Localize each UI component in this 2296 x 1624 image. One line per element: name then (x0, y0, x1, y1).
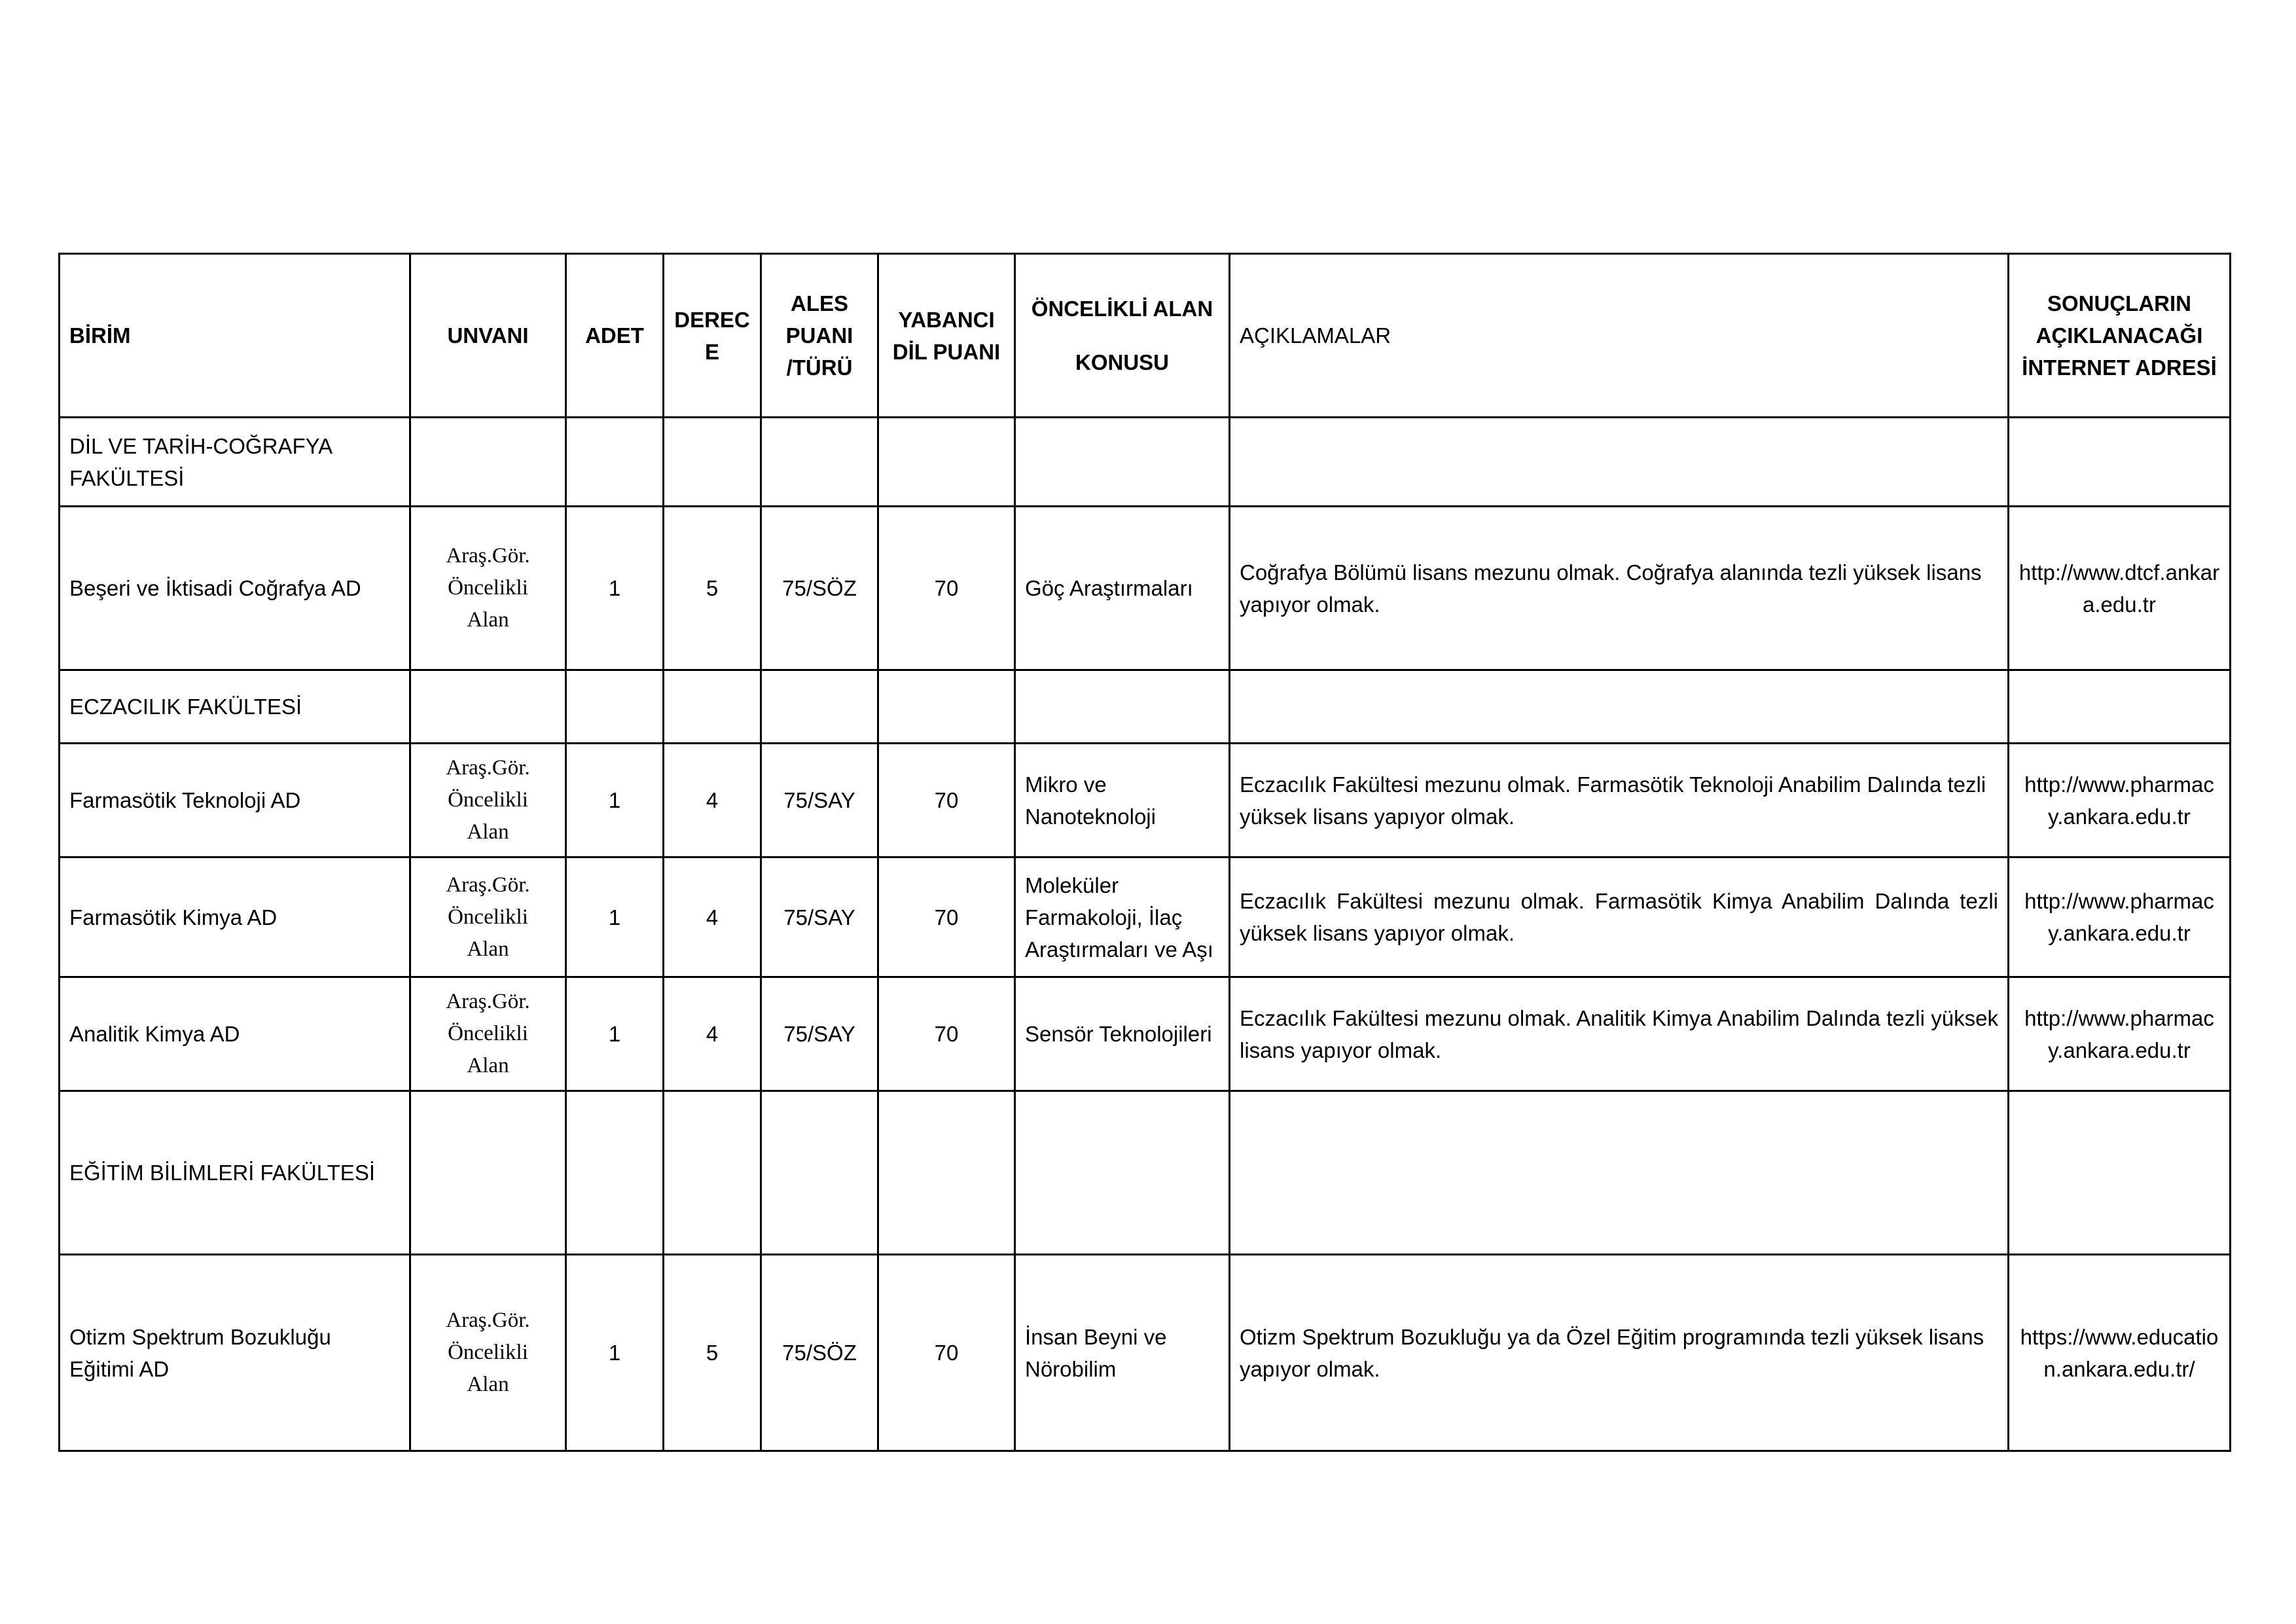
cell-url: https://www.education.ankara.edu.tr/ (2009, 1255, 2231, 1451)
cell-derece: 4 (664, 857, 761, 977)
cell-aciklama: Coğrafya Bölümü lisans mezunu olmak. Coğrafya alanında tezli yüksek lisans yapıyor olmak. (1230, 507, 2009, 670)
header-adet: ADET (566, 254, 664, 418)
cell-dil: 70 (878, 857, 1015, 977)
cell-alan: İnsan Beyni ve Nörobilim (1015, 1255, 1230, 1451)
cell-adet: 1 (566, 1255, 664, 1451)
section-title: EĞİTİM BİLİMLERİ FAKÜLTESİ (60, 1091, 410, 1255)
table-row (60, 1255, 2231, 1451)
table-row (60, 857, 2231, 977)
cell-url: http://www.pharmacy.ankara.edu.tr (2009, 857, 2231, 977)
cell-unvan: Araş.Gör. Öncelikli Alan (410, 977, 566, 1091)
cell-unvan: Araş.Gör. Öncelikli Alan (410, 857, 566, 977)
section-row (60, 1091, 2231, 1255)
cell-ales: 75/SAY (761, 744, 878, 857)
header-aciklamalar: AÇIKLAMALAR (1230, 254, 2009, 418)
section-row (60, 418, 2231, 507)
header-birim: BİRİM (60, 254, 410, 418)
cell-aciklama: Eczacılık Fakültesi mezunu olmak. Analitik Kimya Anabilim Dalında tezli yüksek lisans yapıyor olmak. (1230, 977, 2009, 1091)
table-row (60, 977, 2231, 1091)
cell-unvan: Araş.Gör. Öncelikli Alan (410, 744, 566, 857)
cell-aciklama: Otizm Spektrum Bozukluğu ya da Özel Eğitim programında tezli yüksek lisans yapıyor olmak. (1230, 1255, 2009, 1451)
cell-aciklama: Eczacılık Fakültesi mezunu olmak. Farmasötik Teknoloji Anabilim Dalında tezli yüksek lisans yapıyor olmak. (1230, 744, 2009, 857)
cell-adet: 1 (566, 857, 664, 977)
cell-alan: Göç Araştırmaları (1015, 507, 1230, 670)
cell-adet: 1 (566, 744, 664, 857)
cell-ales: 75/SÖZ (761, 507, 878, 670)
cell-unvan: Araş.Gör. Öncelikli Alan (410, 507, 566, 670)
header-derece: DEREC E (664, 254, 761, 418)
cell-derece: 4 (664, 744, 761, 857)
cell-dil: 70 (878, 744, 1015, 857)
section-row (60, 670, 2231, 744)
cell-dil: 70 (878, 977, 1015, 1091)
cell-dil: 70 (878, 507, 1015, 670)
cell-ales: 75/SAY (761, 857, 878, 977)
cell-alan: Mikro ve Nanoteknoloji (1015, 744, 1230, 857)
cell-adet: 1 (566, 507, 664, 670)
cell-ales: 75/SÖZ (761, 1255, 878, 1451)
cell-birim: Farmasötik Kimya AD (60, 857, 410, 977)
header-sonuclar: SONUÇLARIN AÇIKLANACAĞI İNTERNET ADRESİ (2009, 254, 2231, 418)
cell-derece: 4 (664, 977, 761, 1091)
section-title: ECZACILIK FAKÜLTESİ (60, 670, 410, 744)
table-row (60, 744, 2231, 857)
header-unvani: UNVANI (410, 254, 566, 418)
header-yabanci-dil: YABANCI DİL PUANI (878, 254, 1015, 418)
cell-birim: Farmasötik Teknoloji AD (60, 744, 410, 857)
header-oncelikli-alan-line1: ÖNCELİKLİ ALAN (1031, 297, 1213, 321)
cell-aciklama: Eczacılık Fakültesi mezunu olmak. Farmasötik Kimya Anabilim Dalında tezli yüksek lisans yapıyor olmak. (1230, 857, 2009, 977)
header-oncelikli-alan (1015, 254, 1230, 418)
cell-ales: 75/SAY (761, 977, 878, 1091)
section-title: DİL VE TARİH-COĞRAFYA FAKÜLTESİ (60, 418, 410, 507)
header-row (60, 254, 2231, 418)
header-ales: ALES PUANI /TÜRÜ (761, 254, 878, 418)
cell-dil: 70 (878, 1255, 1015, 1451)
cell-adet: 1 (566, 977, 664, 1091)
cell-unvan: Araş.Gör. Öncelikli Alan (410, 1255, 566, 1451)
cell-derece: 5 (664, 1255, 761, 1451)
cell-birim: Beşeri ve İktisadi Coğrafya AD (60, 507, 410, 670)
table-row (60, 507, 2231, 670)
cell-derece: 5 (664, 507, 761, 670)
cell-url: http://www.dtcf.ankara.edu.tr (2009, 507, 2231, 670)
header-oncelikli-alan-line2: KONUSU (1075, 350, 1169, 374)
cell-url: http://www.pharmacy.ankara.edu.tr (2009, 977, 2231, 1091)
table-body (60, 418, 2231, 1451)
cell-birim: Otizm Spektrum Bozukluğu Eğitimi AD (60, 1255, 410, 1451)
positions-table (58, 253, 2231, 1452)
cell-url: http://www.pharmacy.ankara.edu.tr (2009, 744, 2231, 857)
cell-alan: Sensör Teknolojileri (1015, 977, 1230, 1091)
cell-birim: Analitik Kimya AD (60, 977, 410, 1091)
cell-alan: Moleküler Farmakoloji, İlaç Araştırmaları ve Aşı (1015, 857, 1230, 977)
